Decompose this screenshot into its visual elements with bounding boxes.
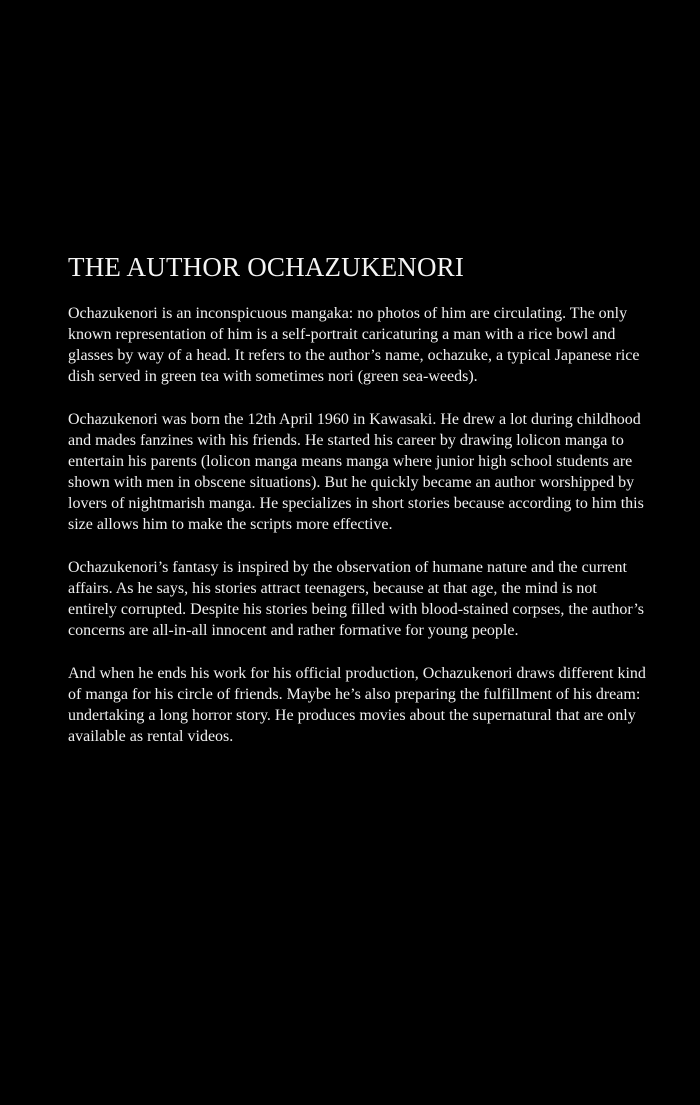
paragraph-anonymity: Ochazukenori is an inconspicuous mangaka: no photos of him are circulating. The only known representation of him is a self-portrait caricaturing a man with a rice bowl and glasses by way of a head. It refers to the author’s name, ochazuke, a typical Japanese rice dish served in green tea with sometimes nori (green sea-weeds). xyxy=(68,305,640,385)
paragraph-inspiration: Ochazukenori’s fantasy is inspired by the observation of humane nature and the current affairs. As he says, his stories attract teenagers, because at that age, the mind is not entirely corrupted. Despite his stories being filled with blood-stained corpses, the author’s concerns are all-in-all innocent and rather formative for young people. xyxy=(68,559,645,639)
paragraph-other-work: And when he ends his work for his official production, Ochazukenori draws different kind of manga for his circle of friends. Maybe he’s also preparing the fulfillment of his dream: undertaking a long horror story. He produces movies about the supernatural that are only available as rental videos. xyxy=(68,665,646,745)
article-title: THE AUTHOR OCHAZUKENORI xyxy=(68,252,465,282)
article xyxy=(68,249,648,769)
paragraph-biography: Ochazukenori was born the 12th April 1960 in Kawasaki. He drew a lot during childhood and mades fanzines with his friends. He started his career by drawing lolicon manga to entertain his parents (lolicon manga means manga where junior high school students are shown with men in obscene situations). But he quickly became an author worshipped by lovers of nightmarish manga. He specializes in short stories because according to him this size allows him to make the scripts more effective. xyxy=(68,411,644,533)
